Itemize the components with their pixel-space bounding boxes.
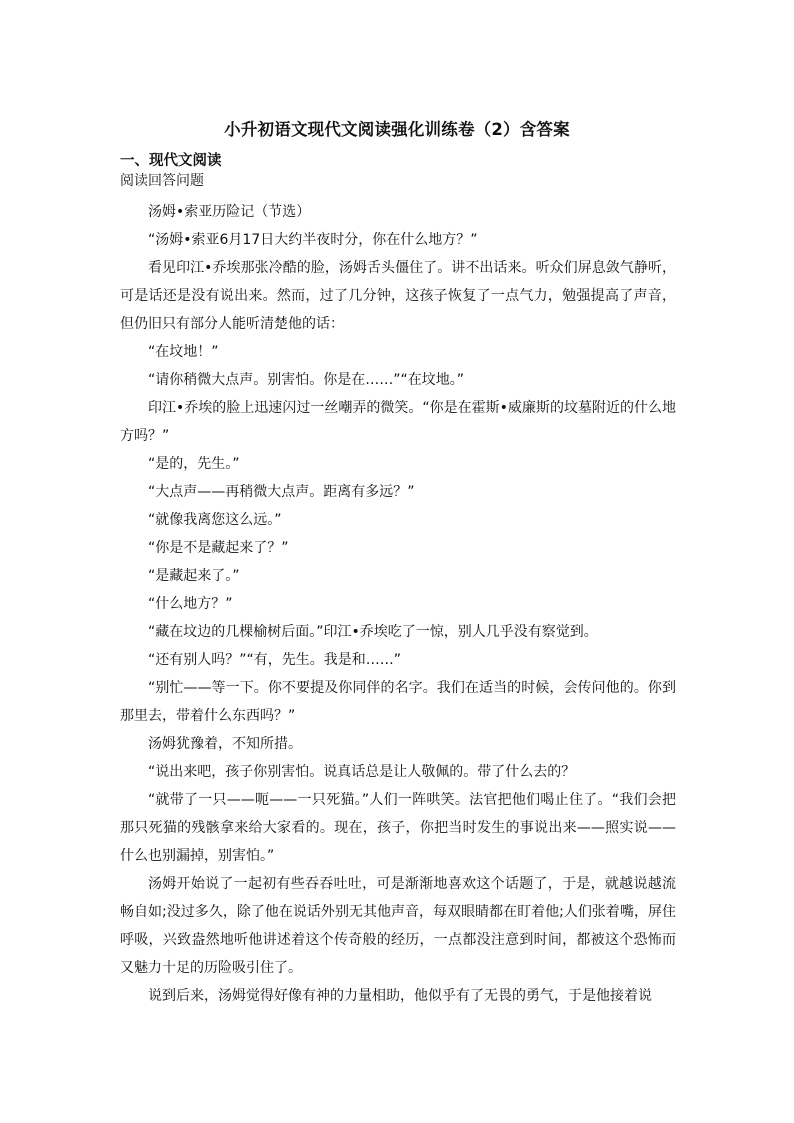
section-heading: 一、现代文阅读 bbox=[120, 153, 222, 169]
paragraph: “别忙——等一下。你不要提及你同伴的名字。我们在适当的时候，会传问他的。你到那里去，带着什么东西吗？” bbox=[120, 680, 676, 724]
paragraph: “是的，先生。” bbox=[148, 456, 240, 472]
paragraph: “就带了一只——呃——一只死猫。”人们一阵哄笑。法官把他们喝止住了。“我们会把那只死猫的残骸拿来给大家看的。现在，孩子，你把当时发生的事说出来——照实说——什么也别漏掉，别害怕。” bbox=[120, 792, 676, 864]
paragraph: “就像我离您这么远。” bbox=[148, 512, 282, 528]
document-title: 小升初语文现代文阅读强化训练卷（2）含答案 bbox=[224, 120, 570, 139]
paragraph: 印江•乔埃的脸上迅速闪过一丝嘲弄的微笑。“你是在霍斯•威廉斯的坟墓附近的什么地方吗？” bbox=[120, 400, 676, 444]
paragraph: “说出来吧，孩子你别害怕。说真话总是让人敬佩的。带了什么去的？ bbox=[148, 764, 576, 780]
paragraph: “藏在坟边的几棵榆树后面。”印江•乔埃吃了一惊，别人几乎没有察觉到。 bbox=[148, 624, 598, 640]
paragraph: “在坟地！” bbox=[148, 344, 219, 360]
passage-title: 汤姆•索亚历险记（节选） bbox=[148, 204, 311, 220]
passage-body bbox=[120, 170, 676, 1010]
paragraph: 说到后来，汤姆觉得好像有神的力量相助，他似乎有了无畏的勇气，于是他接着说 bbox=[148, 988, 652, 1004]
paragraph: “是藏起来了。” bbox=[148, 568, 240, 584]
instruction-text: 阅读回答问题 bbox=[120, 173, 204, 189]
paragraph: “还有别人吗？”“有，先生。我是和……” bbox=[148, 652, 402, 668]
paragraph: “汤姆•索亚6月17日大约半夜时分，你在什么地方？” bbox=[148, 232, 478, 248]
paragraph: “你是不是藏起来了？” bbox=[148, 540, 289, 556]
paragraph: 看见印江•乔埃那张冷酷的脸，汤姆舌头僵住了。讲不出话来。听众们屏息敛气静听，可是话还是没有说出来。然而，过了几分钟，这孩子恢复了一点气力，勉强提高了声音，但仍旧只有部分人能听清楚他的话： bbox=[120, 260, 676, 332]
paragraph: “什么地方？” bbox=[148, 596, 233, 612]
paragraph: “大点声——再稍微大点声。距离有多远？” bbox=[148, 484, 415, 500]
paragraph: 汤姆犹豫着，不知所措。 bbox=[148, 736, 302, 752]
paragraph: 汤姆开始说了一起初有些吞吞吐吐，可是渐渐地喜欢这个话题了，于是，就越说越流畅自如;没过多久，除了他在说话外别无其他声音，每双眼睛都在盯着他;人们张着嘴，屏住呼吸，兴致盎然地听他讲述着这个传奇般的经历，一点都没注意到时间，都被这个恐怖而又魅力十足的历险吸引住了。 bbox=[120, 876, 676, 976]
paragraph: “请你稍微大点声。别害怕。你是在……”“在坟地。” bbox=[148, 372, 465, 388]
